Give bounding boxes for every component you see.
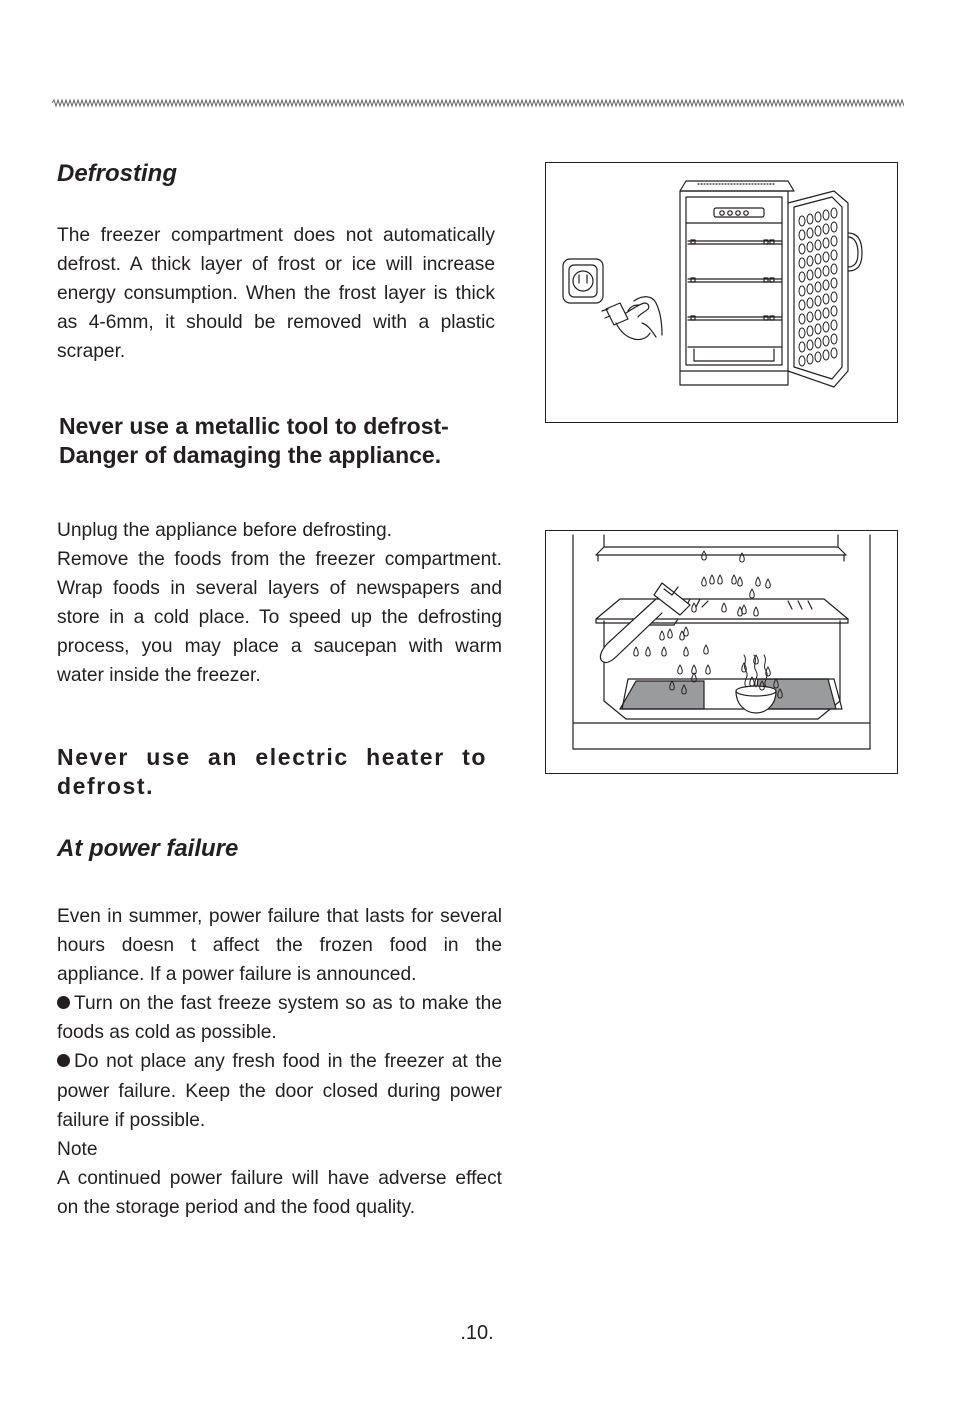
unplug-freezer-illustration	[545, 162, 898, 423]
open-door-icon	[788, 191, 862, 387]
bullet-icon	[57, 1054, 70, 1067]
bullet-no-fresh-food	[57, 1047, 502, 1134]
header-zigzag-rule	[52, 98, 904, 108]
bullet-icon	[57, 996, 70, 1009]
warning-line-2: Danger of damaging the appliance.	[59, 442, 442, 468]
power-failure-heading: At power failure	[57, 835, 239, 862]
bullet-fast-freeze	[57, 989, 502, 1047]
unplug-line: Unplug the appliance before defrosting.	[57, 520, 392, 541]
heater-warning: Never use an electric heater to defrost.	[57, 744, 487, 799]
metallic-tool-warning	[59, 412, 504, 470]
bullet-no-fresh-food-text: Do not place any fresh food in the freezer at the power failure. Keep the door closed during power failure if possible.	[57, 1051, 502, 1131]
power-failure-intro: Even in summer, power failure that lasts for several hours doesn t affect the frozen food in the appliance. If a power failure is announced.	[57, 906, 502, 986]
note-label: Note	[57, 1138, 98, 1160]
defrost-steps-text: Remove the foods from the freezer compartment. Wrap foods in several layers of newspapers and store in a cold place. To speed up the defrosting process, you may place a saucepan with warm water inside the freezer.	[57, 549, 502, 687]
defrosting-interior-illustration	[545, 530, 898, 774]
warning-line-1: Never use a metallic tool to defrost-	[59, 413, 449, 439]
defrosting-heading: Defrosting	[57, 160, 177, 187]
page-number: .10.	[460, 1322, 494, 1344]
defrosting-intro: The freezer compartment does not automatically defrost. A thick layer of frost or ice will increase energy consumption. When the frost layer is thick as 4-6mm, it should be removed with a plastic scraper.	[57, 225, 495, 363]
bullet-fast-freeze-text: Turn on the fast freeze system so as to make the foods as cold as possible.	[57, 993, 502, 1044]
power-failure-body	[57, 902, 502, 1222]
plug-and-hand-icon	[602, 297, 662, 340]
water-tray-icon	[620, 679, 842, 709]
wall-socket-icon	[563, 259, 603, 303]
defrosting-steps	[57, 516, 502, 691]
freezer-cabinet-icon	[680, 181, 794, 385]
note-text: A continued power failure will have adverse effect on the storage period and the food quality.	[57, 1167, 502, 1218]
